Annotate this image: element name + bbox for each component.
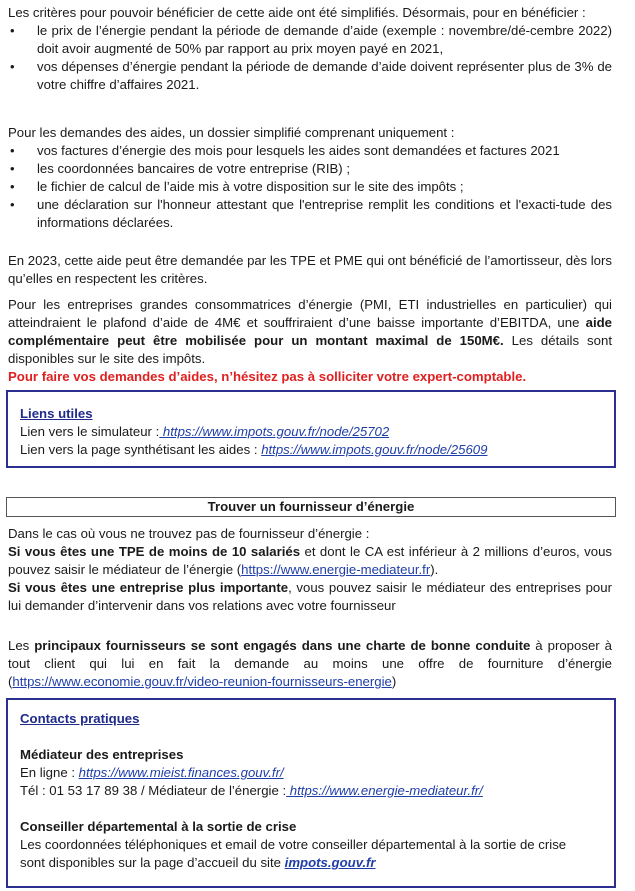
expert-comptable-callout: Pour faire vos demandes d’aides, n’hésitez pas à solliciter votre expert-comptable. [8,369,527,384]
paragraph-grandes-text [8,296,612,368]
simulateur-link[interactable]: https://www.impots.gouv.fr/node/25702 [159,424,390,439]
criteria-item: • vos dépenses d’énergie pendant la période de demande d’aide doivent représenter plus de 3% de votre chiffre d’affaires 2021. [8,58,612,94]
charte-bold: principaux fournisseurs se sont engagés dans une charte de bonne conduite [34,638,531,653]
big-company-bold: Si vous êtes une entreprise plus importante [8,580,289,595]
online-line [20,764,570,782]
mieist-link[interactable]: https://www.mieist.finances.gouv.fr/ [78,765,284,780]
criteria-item: • le prix de l’énergie pendant la période de demande d’aide (exemple : novembre/dé-cembre 2022) doit avoir augmenté de 50% par rapport au prix moyen payé en 2021, [8,22,612,58]
dossier-item: • le fichier de calcul de l’aide mis à votre disposition sur le site des impôts ; [8,178,612,196]
grandes-text-2: Les détails sont disponibles sur le site des impôts. [8,333,612,366]
tpe-bold: Si vous êtes une TPE de moins de 10 salariés [8,544,301,559]
dossier-list [8,142,612,232]
charte-paragraph [8,637,612,691]
simulateur-label: Lien vers le simulateur : [20,424,160,439]
energie-mediateur-link[interactable]: https://www.energie-mediateur.fr [241,562,431,577]
dossier-item: • une déclaration sur l'honneur attestant que l'entreprise remplit les conditions et l'exacti-tude des informations déclarées. [8,196,612,232]
dossier-section [8,124,612,232]
criteria-list [8,22,612,94]
synthese-line [20,441,606,459]
impots-link[interactable]: impots.gouv.fr [284,855,376,870]
grandes-text-bold: aide complémentaire peut être mobilisée pour un montant maximal de 150M€. [8,315,612,348]
charte-section [8,637,612,691]
tel-text: Tél : 01 53 17 89 38 / Médiateur de l’énergie : [20,783,287,798]
tpe-paragraph [8,543,612,579]
energie-mediateur-link-2[interactable]: https://www.energie-mediateur.fr/ [286,783,483,798]
conseiller-body: Les coordonnées téléphoniques et email de votre conseiller départemental à la sortie de crise sont disponibles sur la page d’accueil du site [20,837,567,870]
fournisseur-section [8,525,612,615]
big-company-text: , vous pouvez saisir le médiateur des entreprises pour lui demander d’intervenir dans vos relations avec votre fournisseur [8,580,612,613]
tel-line [20,782,570,800]
tpe-text: et dont le CA est inférieur à 2 millions d’euros, vous pouvez saisir le médiateur de l’énergie ( [8,544,613,577]
online-label: En ligne : [20,765,79,780]
conseiller-title: Conseiller départemental à la sortie de crise [20,819,297,834]
big-company-paragraph [8,579,612,615]
dossier-item: • les coordonnées bancaires de votre entreprise (RIB) ; [8,160,612,178]
contacts-title: Contacts pratiques [20,711,140,726]
dossier-item: • vos factures d’énergie des mois pour lesquels les aides sont demandées et factures 2021 [8,142,612,160]
tpe-text-end: ). [430,562,439,577]
synthese-label: Lien vers la page synthétisant les aides : [20,442,262,457]
criteria-intro: Les critères pour pouvoir bénéficier de cette aide ont été simplifiés. Désormais, pour en bénéficier : [8,5,586,20]
economie-link[interactable]: https://www.economie.gouv.fr/video-reunion-fournisseurs-energie [12,674,392,689]
mediateur-title: Médiateur des entreprises [20,747,184,762]
liens-utiles-title: Liens utiles [20,406,93,421]
paragraph-2023 [8,252,612,288]
dossier-intro: Pour les demandes des aides, un dossier simplifié comprenant uniquement : [8,125,455,140]
fournisseur-header: Trouver un fournisseur d’énergie [6,497,616,517]
synthese-link[interactable]: https://www.impots.gouv.fr/node/25609 [261,442,488,457]
paragraph-grandes [8,296,612,386]
simulateur-line [20,423,606,441]
charte-text-2: à proposer à tout client qui lui en fait la demande au moins une offre de fourniture d’énergie ( [8,638,612,689]
paragraph-2023-text: En 2023, cette aide peut être demandée par les TPE et PME qui ont bénéficié de l’amortisseur, dès lors qu’elles en respectent les critères. [8,253,612,286]
charte-text-1: Les [8,638,35,653]
criteria-section [8,4,612,94]
fournisseur-intro: Dans le cas où vous ne trouvez pas de fournisseur d’énergie : [8,526,370,541]
grandes-text-1: Pour les entreprises grandes consommatrices d’énergie (PMI, ETI industrielles en particulier) qui atteindraient le plafond d’aide de 4M€ et souffriraient d’une baisse importante d’EBITDA, une [8,297,612,330]
liens-utiles-box [6,390,616,468]
conseiller-text [20,836,570,872]
charte-text-3: ) [391,674,397,689]
contacts-pratiques-box [6,698,616,888]
